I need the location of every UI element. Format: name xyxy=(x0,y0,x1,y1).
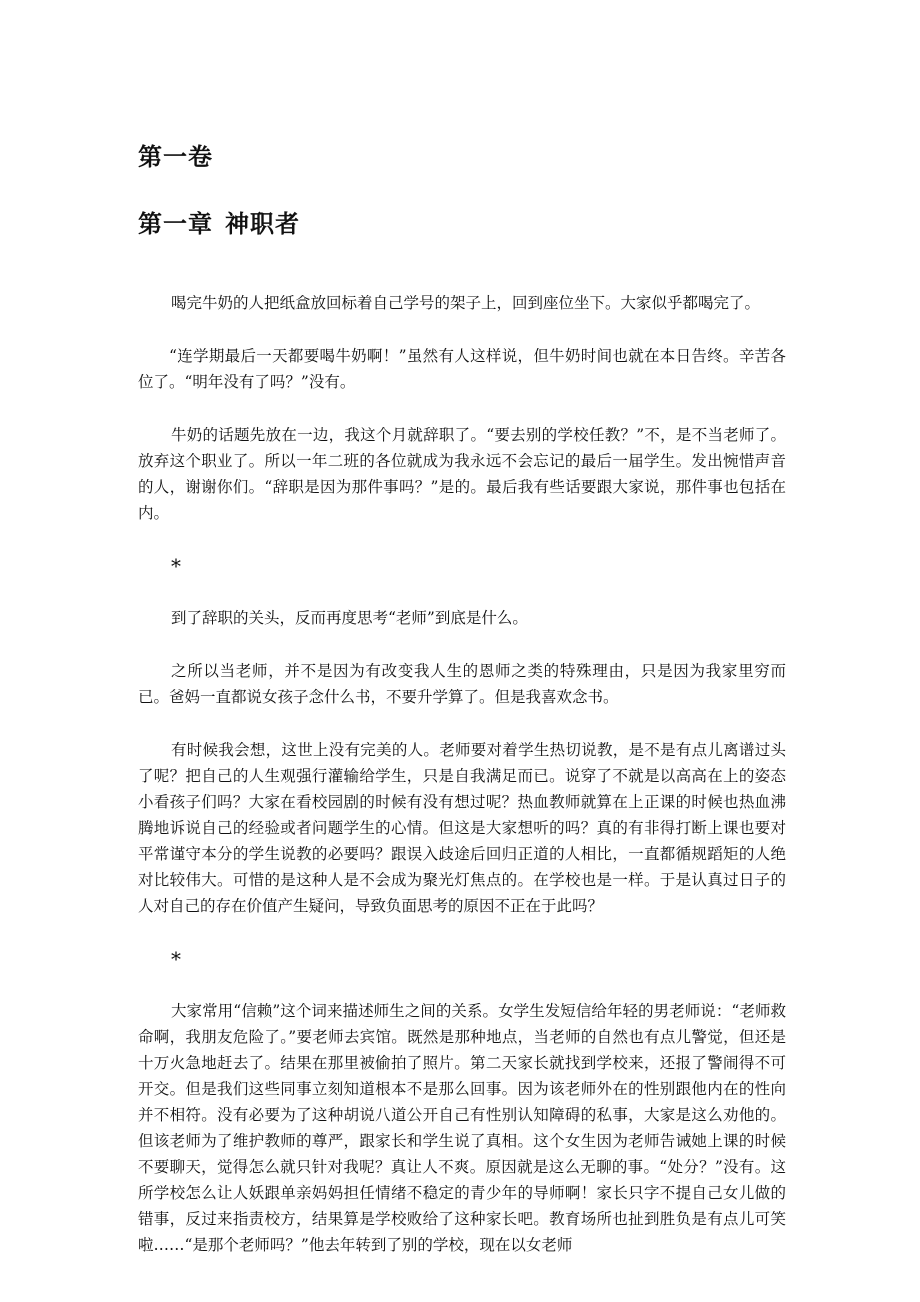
paragraph: 有时候我会想，这世上没有完美的人。老师要对着学生热切说教，是不是有点儿离谱过头了呢？把自己的人生观强行灌输给学生，只是自我满足而已。说穿了不就是以高高在上的姿态小看孩子们吗？大家在看校园剧的时候有没有想过呢？热血教师就算在上正课的时候也热血沸腾地诉说自己的经验或者问题学生的心情。但这是大家想听的吗？真的有非得打断上课也要对平常谨守本分的学生说教的必要吗？跟误入歧途后回归正道的人相比，一直都循规蹈矩的人绝对比较伟大。可惜的是这种人是不会成为聚光灯焦点的。在学校也是一样。于是认真过日子的人对自己的存在价值产生疑问，导致负面思考的原因不正在于此吗？ xyxy=(138,741,786,915)
chapter-title xyxy=(138,207,300,241)
chapter-body xyxy=(138,290,786,1285)
paragraph: “连学期最后一天都要喝牛奶啊！”虽然有人这样说，但牛奶时间也就在本日告终。辛苦各位了。“明年没有了吗？”没有。 xyxy=(138,347,786,391)
paragraph: 之所以当老师，并不是因为有改变我人生的恩师之类的特殊理由，只是因为我家里穷而已。爸妈一直都说女孩子念什么书，不要升学算了。但是我喜欢念书。 xyxy=(138,662,786,706)
section-break-asterisk: * xyxy=(171,947,181,971)
paragraph: 牛奶的话题先放在一边，我这个月就辞职了。“要去别的学校任教？”不，是不当老师了。放弃这个职业了。所以一年二班的各位就成为我永远不会忘记的最后一届学生。发出惋惜声音的人，谢谢你们。“辞职是因为那件事吗？”是的。最后我有些话要跟大家说，那件事也包括在内。 xyxy=(138,426,786,522)
chapter-number: 第一章 xyxy=(138,210,213,238)
volume-title: 第一卷 xyxy=(138,143,213,171)
chapter-name: 神职者 xyxy=(225,210,300,238)
paragraph: 喝完牛奶的人把纸盒放回标着自己学号的架子上，回到座位坐下。大家似乎都喝完了。 xyxy=(171,294,761,312)
section-break-asterisk: * xyxy=(171,554,181,578)
paragraph: 大家常用“信赖”这个词来描述师生之间的关系。女学生发短信给年轻的男老师说：“老师救命啊，我朋友危险了。”要老师去宾馆。既然是那种地点，当老师的自然也有点儿警觉，但还是十万火急地赶去了。结果在那里被偷拍了照片。第二天家长就找到学校来，还报了警闹得不可开交。但是我们这些同事立刻知道根本不是那么回事。因为该老师外在的性别跟他内在的性向并不相符。没有必要为了这种胡说八道公开自己有性别认知障碍的私事，大家是这么劝他的。但该老师为了维护教师的尊严，跟家长和学生说了真相。这个女生因为老师告诫她上课的时候不要聊天，觉得怎么就只针对我呢？真让人不爽。原因就是这么无聊的事。“处分？”没有。这所学校怎么让人妖跟单亲妈妈担任情绪不稳定的青少年的导师啊！家长只字不提自己女儿做的错事，反过来指责校方，结果算是学校败给了这种家长吧。教育场所也扯到胜负是有点儿可笑啦……“是那个老师吗？”他去年转到了别的学校，现在以女老师 xyxy=(138,1002,786,1254)
paragraph: 到了辞职的关头，反而再度思考“老师”到底是什么。 xyxy=(171,609,528,627)
